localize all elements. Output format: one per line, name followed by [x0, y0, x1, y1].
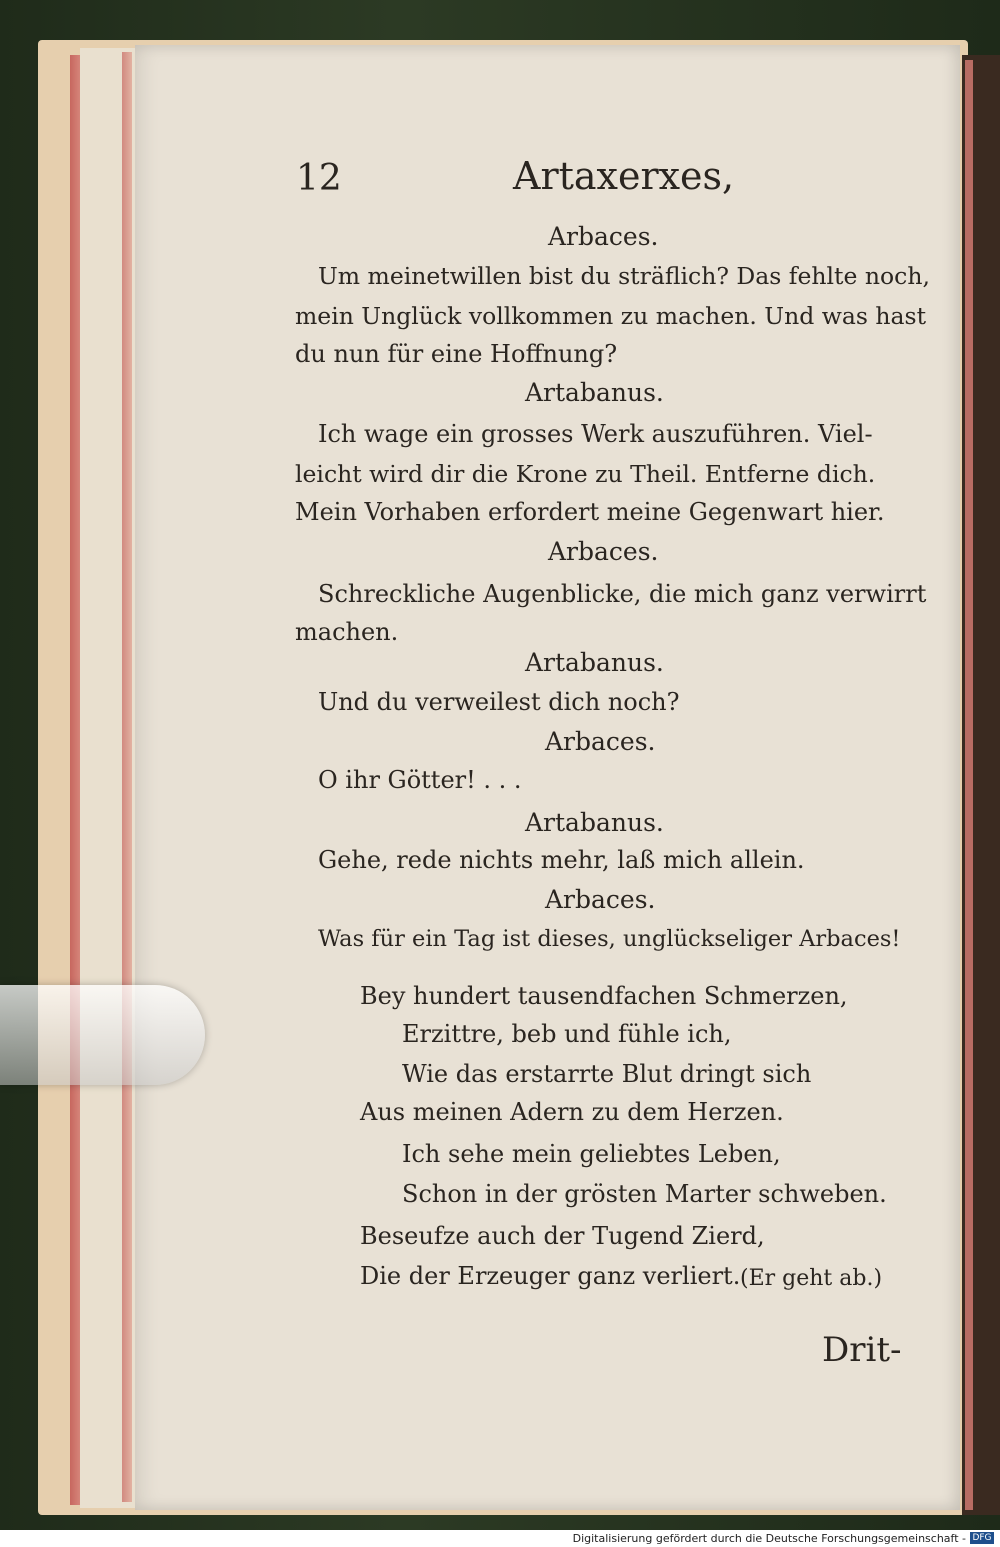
body-line: Was für ein Tag ist dieses, unglückseliger Arbaces! [318, 926, 901, 952]
speaker-name: Arbaces. [545, 885, 656, 914]
body-line: O ihr Götter! . . . [318, 766, 522, 794]
verse-line: Die der Erzeuger ganz verliert. [360, 1262, 741, 1290]
verse-line: Erzittre, beb und fühle ich, [402, 1020, 732, 1048]
catchword: Drit- [822, 1330, 902, 1370]
body-line: leicht wird dir die Krone zu Theil. Entferne dich. [295, 460, 876, 488]
footer-credit: Digitalisierung gefördert durch die Deutsche Forschungsgemeinschaft - [572, 1532, 966, 1545]
speaker-name: Artabanus. [525, 808, 664, 837]
body-line: Um meinetwillen bist du sträflich? Das fehlte noch, [318, 262, 930, 290]
speaker-name: Arbaces. [548, 537, 659, 566]
body-line: Schreckliche Augenblicke, die mich ganz verwirrt [318, 580, 927, 608]
speaker-name: Arbaces. [545, 727, 656, 756]
running-title: Artaxerxes, [513, 154, 735, 198]
body-line: Mein Vorhaben erfordert meine Gegenwart hier. [295, 498, 885, 526]
verse-line: Beseufze auch der Tugend Zierd, [360, 1222, 765, 1250]
stage-direction: (Er geht ab.) [740, 1266, 883, 1291]
right-red-edge [965, 60, 973, 1510]
body-line: Ich wage ein grosses Werk auszuführen. Viel- [318, 420, 873, 448]
verse-line: Bey hundert tausendfachen Schmerzen, [360, 982, 848, 1010]
verse-line: Wie das erstarrte Blut dringt sich [402, 1060, 812, 1088]
verse-line: Aus meinen Adern zu dem Herzen. [360, 1098, 784, 1126]
body-line: Gehe, rede nichts mehr, laß mich allein. [318, 846, 805, 874]
speaker-name: Artabanus. [525, 648, 664, 677]
body-line: mein Unglück vollkommen zu machen. Und was hast [295, 302, 927, 330]
dfg-logo-badge: DFG [970, 1532, 994, 1544]
body-line: machen. [295, 618, 399, 646]
body-line: du nun für eine Hoffnung? [295, 340, 618, 368]
page-number: 12 [296, 158, 342, 199]
verse-line: Ich sehe mein geliebtes Leben, [402, 1140, 781, 1168]
verse-line: Schon in der grösten Marter schweben. [402, 1180, 887, 1208]
body-line: Und du verweilest dich noch? [318, 688, 680, 716]
glass-page-weight [0, 985, 205, 1085]
red-page-edge-inner [122, 52, 132, 1502]
speaker-name: Arbaces. [548, 222, 659, 251]
speaker-name: Artabanus. [525, 378, 664, 407]
